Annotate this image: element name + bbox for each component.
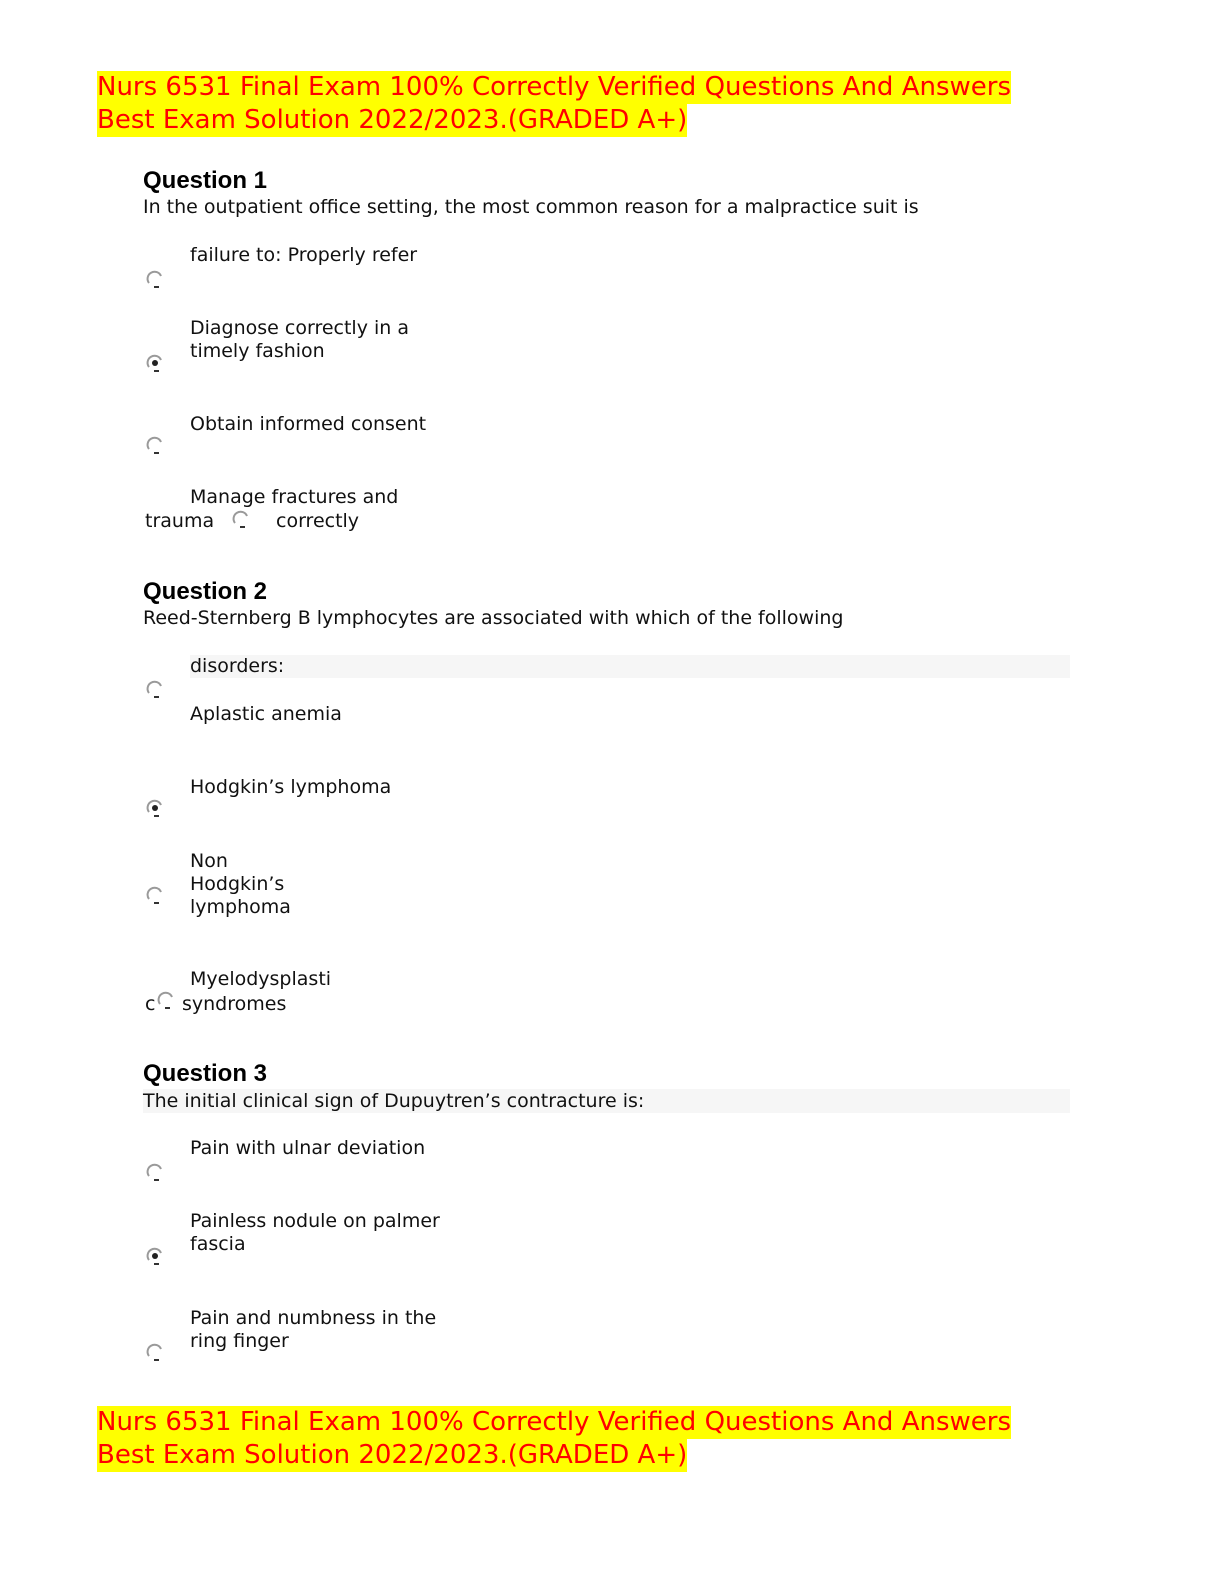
q1-option-a-label: failure to: Properly refer [190, 244, 418, 266]
question-2-text: Reed-Sternberg B lymphocytes are associated with which of the following [143, 607, 844, 629]
header-line-1: Nurs 6531 Final Exam 100% Correctly Verified Questions And Answers [97, 72, 1012, 102]
q2-option-d-line-2: c [145, 993, 156, 1015]
q3-option-b-radio[interactable] [146, 1247, 164, 1265]
q1-option-d-line-1: Manage fractures and [190, 486, 399, 508]
q3-option-b-label [190, 1210, 440, 1256]
q1-option-b-radio[interactable] [146, 354, 164, 372]
question-1-text: In the outpatient office setting, the most common reason for a malpractice suit is [143, 196, 919, 218]
q2-shaded-row [190, 655, 1070, 678]
q1-option-d-line-2: trauma [145, 510, 215, 532]
q2-option-a-line-2: Aplastic anemia [190, 703, 342, 725]
question-1-title: Question 1 [143, 167, 268, 194]
header-banner [97, 71, 1011, 137]
q3-option-c-label [190, 1307, 436, 1353]
question-3-text: The initial clinical sign of Dupuytren’s contracture is: [143, 1089, 1070, 1113]
q2-option-c-line-3: lymphoma [190, 896, 291, 918]
q3-option-a-radio[interactable] [146, 1163, 164, 1181]
q3-option-c-line-1: Pain and numbness in the [190, 1307, 437, 1329]
q1-option-b-label [190, 317, 409, 363]
q3-option-b-line-1: Painless nodule on palmer [190, 1210, 440, 1232]
q2-option-d-radio[interactable] [157, 991, 175, 1009]
q3-option-c-line-2: ring finger [190, 1330, 289, 1352]
q1-option-c-radio[interactable] [146, 436, 164, 454]
footer-banner [97, 1406, 1011, 1472]
q2-option-a-line-1: disorders: [190, 655, 285, 677]
q2-option-a-radio[interactable] [146, 680, 164, 698]
q2-option-c-label [190, 850, 291, 919]
question-2-title: Question 2 [143, 578, 268, 605]
q2-option-b-label: Hodgkin’s lymphoma [190, 776, 392, 798]
q1-option-d-radio[interactable] [232, 510, 250, 528]
q3-option-b-line-2: fascia [190, 1233, 246, 1255]
q1-option-b-line-1: Diagnose correctly in a [190, 317, 410, 339]
q2-option-c-line-1: Non [190, 850, 228, 872]
q1-option-c-label: Obtain informed consent [190, 413, 427, 435]
q2-option-d-line-3: syndromes [182, 993, 287, 1015]
header-line-2: Best Exam Solution 2022/2023.(GRADED A+) [97, 105, 688, 135]
q2-option-c-line-2: Hodgkin’s [190, 873, 285, 895]
q1-option-b-line-2: timely fashion [190, 340, 325, 362]
footer-line-2: Best Exam Solution 2022/2023.(GRADED A+) [97, 1440, 688, 1470]
q2-option-c-radio[interactable] [146, 886, 164, 904]
q2-option-d-line-1: Myelodysplasti [190, 968, 332, 990]
q2-option-b-radio[interactable] [146, 799, 164, 817]
question-3-title: Question 3 [143, 1060, 268, 1087]
footer-line-1: Nurs 6531 Final Exam 100% Correctly Verified Questions And Answers [97, 1407, 1012, 1437]
q1-option-a-radio[interactable] [146, 270, 164, 288]
q1-option-d-line-3: correctly [276, 510, 360, 532]
q3-option-a-label: Pain with ulnar deviation [190, 1137, 426, 1159]
q3-option-c-radio[interactable] [146, 1343, 164, 1361]
